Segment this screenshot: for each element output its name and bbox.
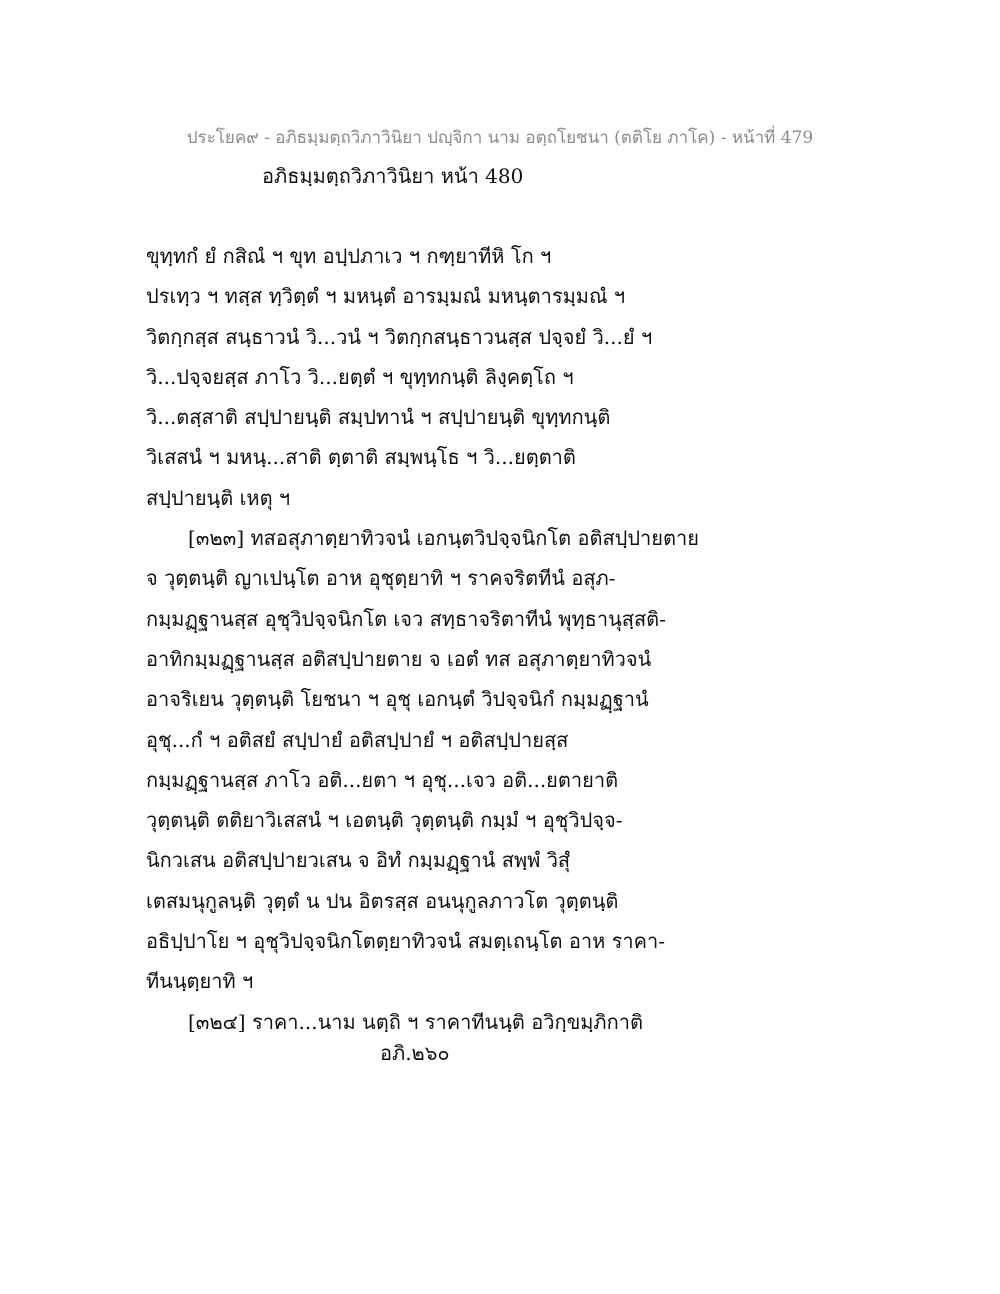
text-line: อาจริเยน วุตฺตนฺติ โยชนา ฯ อุชุ เอกนฺตํ วิปจฺจนิกํ กมฺมฏฺฐานํ [146,687,649,712]
text-line: กมฺมฏฺฐานสฺส อุชุวิปจฺจนิกโต เจว สทฺธาจริตาทีนํ พุทฺธานุสฺสติ- [146,606,666,631]
text-line: วิ...ตสฺสาติ สปฺปายนฺติ สมฺปทานํ ฯ สปฺปายนฺติ ขุทฺทกนฺติ [146,405,611,430]
text-line: นิกวเสน อติสปฺปายวเสน จ อิทํ กมฺมฏฺฐานํ สพฺพํ วิสุํ [146,848,571,873]
body-text [146,236,706,1042]
paragraph-start-line: [๓๒๓] ทสอสุภาตฺยาทิวจนํ เอกนฺตวิปจฺจนิกโต อติสปฺปายตาย [188,526,699,551]
text-line: วิตกฺกสฺส สนฺธาวนํ วิ...วนํ ฯ วิตกฺกสนฺธาวนสฺส ปจฺจยํ วิ...ยํ ฯ [146,324,653,349]
text-line: อุชุ...กํ ฯ อติสยํ สปฺปายํ อติสปฺปายํ ฯ อติสปฺปายสฺส [146,727,569,752]
text-line: ขุทฺทกํ ยํ กสิณํ ฯ ขุท อปฺปภาเว ฯ กฑฺยาทีหิ โก ฯ [146,244,552,268]
running-header: ประโยค๙ - อภิธมฺมตฺถวิภาวินิยา ปญฺจิกา นาม อตฺถโยชนา (ตติโย ภาโค) - หน้าที่ 479 [186,128,814,148]
text-line: วิเสสนํ ฯ มหนฺ...สาติ ตฺตาติ สมฺพนฺโธ ฯ วิ...ยตฺตาติ [146,445,576,470]
text-line: กมฺมฏฺฐานสฺส ภาโว อติ...ยตา ฯ อุชุ...เจว อติ...ยตายาติ [146,767,619,792]
text-line: วิ...ปจฺจยสฺส ภาโว วิ...ยตฺตํ ฯ ขุทฺทกนฺติ ลิงฺคตฺโถ ฯ [146,364,574,389]
text-line: วุตฺตนฺติ ตติยาวิเสสนํ ฯ เอตนฺติ วุตฺตนฺติ กมฺมํ ฯ อุชุวิปจฺจ- [146,808,623,833]
text-line: ปรเทฺว ฯ ทสฺส ทฺวิตฺตํ ฯ มหนฺตํ อารมฺมณํ มหนฺตารมฺมณํ ฯ [146,284,626,309]
text-line: ทีนนฺตฺยาทิ ฯ [146,969,254,994]
page-subheader: อภิธมฺมตฺถวิภาวินิยา หน้า 480 [262,164,524,188]
text-line: จ วุตฺตนฺติ ญาเปนฺโต อาห อุชุตฺยาทิ ฯ ราคจริตทีนํ อสุภ- [146,566,616,591]
page-footer: อภิ.๒๖๐ [380,1041,450,1065]
text-line: สปฺปายนฺติ เหตุ ฯ [146,485,291,510]
text-line: เตสมนุกูลนฺติ วุตฺตํ น ปน อิตรสฺส อนนุกูลภาวโต วุตฺตนฺติ [146,888,619,913]
paragraph-start-line: [๓๒๔] ราคา...นาม นตฺถิ ฯ ราคาทีนนฺติ อวิกฺขมฺภิกาติ [188,1009,643,1034]
text-line: อาทิกมฺมฏฺฐานสฺส อติสปฺปายตาย จ เอตํ ทส อสุภาตฺยาทิวจนํ [146,646,652,671]
text-line: อธิปฺปาโย ฯ อุชุวิปจฺจนิกโตตฺยาทิวจนํ สมตฺเถนฺโต อาห ราคา- [146,929,666,954]
